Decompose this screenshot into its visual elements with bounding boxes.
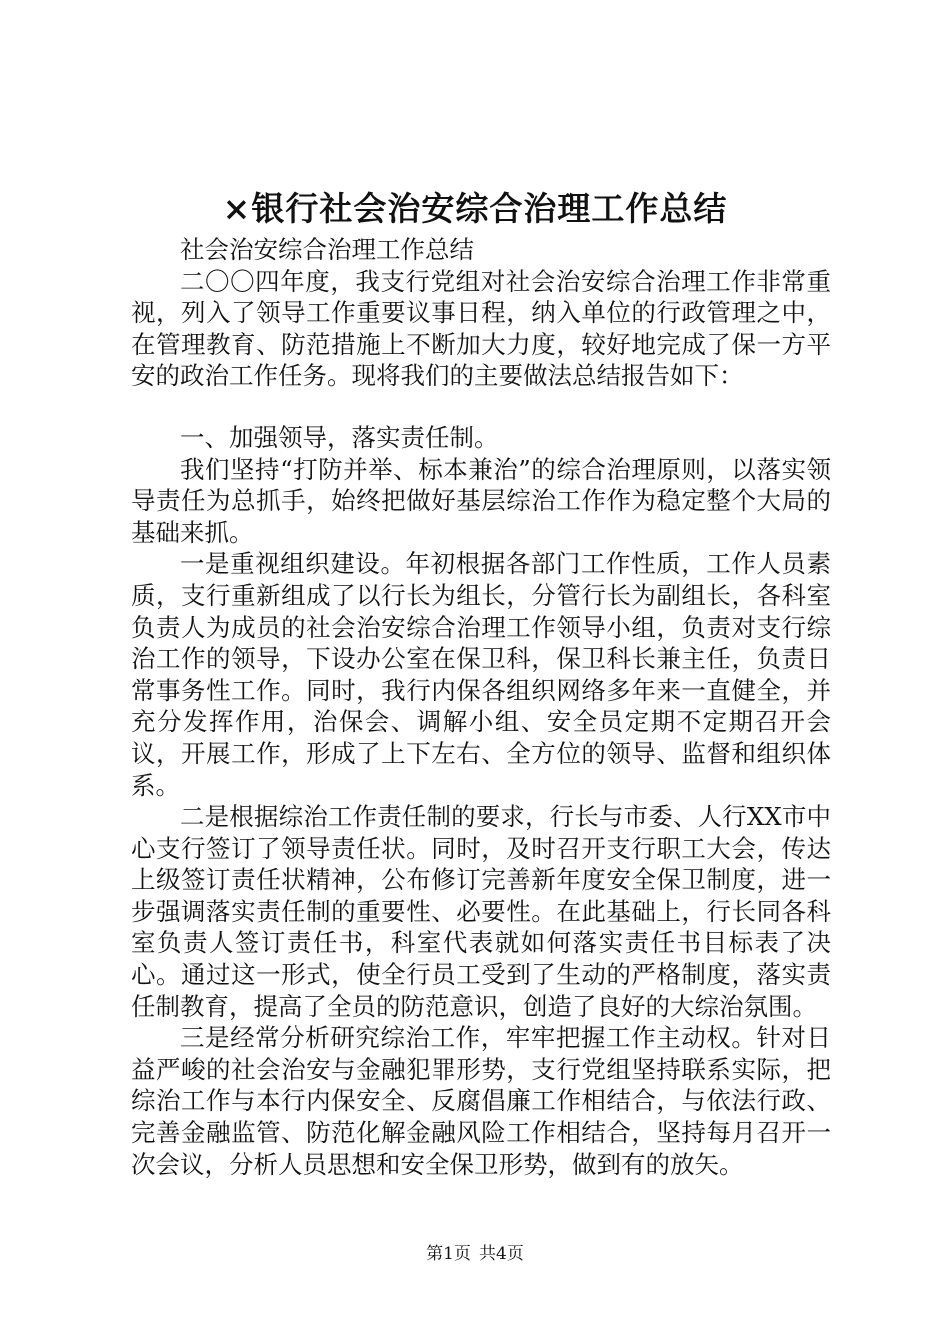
- document-title: ×银行社会治安综合治理工作总结: [222, 189, 728, 228]
- document-body: [131, 234, 831, 1180]
- subtitle-paragraph: 社会治安综合治理工作总结: [180, 235, 474, 264]
- body-paragraph: 我们坚持“打防并举、标本兼治”的综合治理原则，以落实领导责任为总抓手，始终把做好基层综治工作作为稳定整个大局的基础来抓。: [131, 454, 831, 547]
- page-footer: [0, 1242, 950, 1266]
- page-number: 第1页: [426, 1244, 471, 1264]
- section-heading: 一、加强领导，落实责任制。: [180, 422, 499, 452]
- body-paragraph: 一是重视组织建设。年初根据各部门工作性质，工作人员素质，支行重新组成了以行长为组长，分管行长为副组长，各科室负责人为成员的社会治安综合治理工作领导小组，负责对支行综治工作的领导，下设办公室在保卫科，保卫科长兼主任，负责日常事务性工作。同时，我行内保各组织网络多年来一直健全，并充分发挥作用，治保会、调解小组、安全员定期不定期召开会议，开展工作，形成了上下左右、全方位的领导、监督和组织体系。: [131, 549, 831, 800]
- body-paragraph: 三是经常分析研究综治工作，牢牢把握工作主动权。针对日益严峻的社会治安与金融犯罪形势，支行党组坚持联系实际，把综治工作与本行内保安全、反腐倡廉工作相结合，与依法行政、完善金融监管、防范化解金融风险工作相结合，坚持每月召开一次会议，分析人员思想和安全保卫形势，做到有的放矢。: [131, 1023, 831, 1179]
- intro-paragraph: 二〇〇四年度，我支行党组对社会治安综合治理工作非常重视，列入了领导工作重要议事日程，纳入单位的行政管理之中，在管理教育、防范措施上不断加大力度，较好地完成了保一方平安的政治工作任务。现将我们的主要做法总结报告如下：: [131, 266, 831, 391]
- paragraph-gap: [131, 392, 831, 422]
- page-total: 共4页: [479, 1244, 524, 1264]
- body-paragraph: 二是根据综治工作责任制的要求，行长与市委、人行XX市中心支行签订了领导责任状。同时，及时召开支行职工大会，传达上级签订责任状精神，公布修订完善新年度安全保卫制度，进一步强调落实责任制的重要性、必要性。在此基础上，行长同各科室负责人签订责任书，科室代表就如何落实责任书目标表了决心。通过这一形式，使全行员工受到了生动的严格制度，落实责任制教育，提高了全员的防范意识，创造了良好的大综治氛围。: [131, 802, 831, 1021]
